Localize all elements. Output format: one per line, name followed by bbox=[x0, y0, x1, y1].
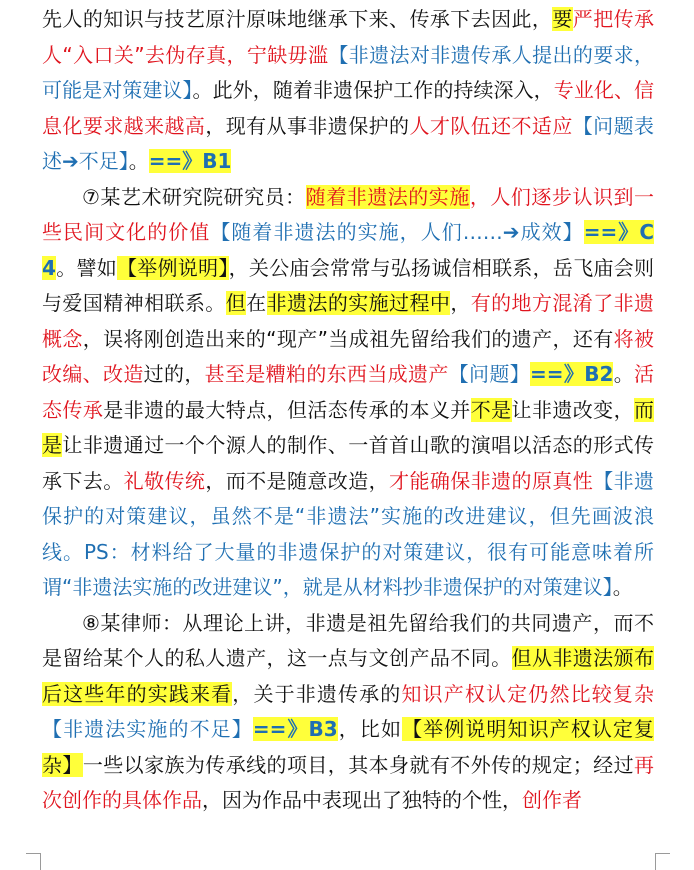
text-segment: 随着非遗法的实施 bbox=[305, 184, 470, 209]
text-segment: 非遗法的实施过程中 bbox=[266, 291, 451, 315]
text-segment: 不是 bbox=[470, 397, 512, 422]
text-segment: ，误将刚创造出来的“现产”当成祖先留给我们的遗产，还有 bbox=[82, 326, 614, 351]
text-segment: 但从非遗法颁布后这些年的实践来看 bbox=[42, 646, 655, 706]
text-segment: 创作者 bbox=[522, 788, 582, 812]
text-segment: ， bbox=[450, 291, 471, 315]
text-segment: 再次创作的具体作品 bbox=[42, 752, 655, 812]
text-segment: 。譬如 bbox=[55, 255, 117, 280]
text-segment: 但 bbox=[225, 291, 247, 315]
paragraph bbox=[42, 2, 654, 180]
text-segment: 礼敬传统 bbox=[123, 468, 206, 493]
text-segment: 严把传承人“入口关”去伪存真，宁缺毋滥 bbox=[42, 7, 655, 67]
text-segment: 活态传承 bbox=[42, 362, 655, 422]
text-segment: ==》C4 bbox=[42, 220, 655, 280]
text-segment: 专业化、信息化要求越来越高 bbox=[42, 78, 655, 138]
text-segment: 。 bbox=[612, 575, 633, 599]
text-segment: 才能确保非遗的原真性 bbox=[389, 468, 594, 493]
text-segment: 【问题】 bbox=[448, 362, 531, 386]
text-segment: 【举例说明】 bbox=[117, 255, 229, 280]
text-segment: 要 bbox=[552, 7, 573, 31]
text-segment: ，人们逐步认识到一些民间文化的价值 bbox=[42, 184, 655, 244]
text-segment: 有的地方混淆了非遗概念 bbox=[42, 291, 655, 351]
text-segment: ，现有从事非遗保护的 bbox=[205, 113, 410, 138]
text-segment: ⑧某律师：从理论上讲，非遗是祖先留给我们的共同遗产，而不是留给某个人的私人遗产，这一点与文创产品不同。 bbox=[42, 610, 654, 670]
text-segment: 【举例说明知识产权认定复杂】 bbox=[42, 717, 655, 777]
text-segment: ==》B1 bbox=[148, 149, 232, 173]
paragraph bbox=[42, 180, 654, 606]
text-segment: ⑦某艺术研究院研究员： bbox=[82, 184, 306, 209]
text-segment: 将被改编、改造 bbox=[42, 326, 655, 386]
text-segment: ，而不是随意改造， bbox=[205, 468, 390, 493]
text-segment: ，因为作品中表现出了独特的个性， bbox=[202, 788, 522, 812]
paragraph bbox=[42, 606, 654, 819]
text-segment: 。此外，随着非遗保护工作的持续深入， bbox=[192, 78, 554, 102]
text-segment: 是非遗的最大特点，但活态传承的本义并 bbox=[103, 397, 471, 422]
text-segment: 而是 bbox=[42, 397, 655, 457]
text-segment: 一些以家族为传承线的项目，其本身就有不外传的规定；经过 bbox=[82, 752, 635, 777]
text-segment: 人才队伍还不适应 bbox=[409, 113, 573, 138]
text-segment: ==》B3 bbox=[252, 717, 338, 741]
text-segment: 【非遗法对非遗传承人提出的要求，可能是对策建议】 bbox=[42, 42, 654, 102]
text-segment: 让非遗改变， bbox=[511, 397, 635, 422]
text-segment: 【问题表述➔不足】 bbox=[42, 113, 655, 173]
text-segment: 。 bbox=[613, 362, 635, 386]
text-segment: 【非遗保护的对策建议，虽然不是“非遗法”实施的改进建议，但先画波浪线。PS：材料给了大量的非遗保护的对策建议，很有可能意味着所谓“非遗法实施的改进建议”，就是从材料抄非遗保护的对策建议】 bbox=[42, 468, 655, 599]
text-segment: 先人的知识与技艺原汁原味地继承下来、传承下去因此， bbox=[42, 7, 553, 31]
text-segment: ，关于非遗传承的 bbox=[232, 681, 402, 706]
text-segment: 。 bbox=[128, 149, 149, 173]
text-segment: ，关公庙会常常与弘扬诚信相联系，岳飞庙会则与爱国精神相联系。 bbox=[42, 255, 655, 315]
text-segment: ，比如 bbox=[337, 717, 403, 741]
document-body bbox=[42, 2, 654, 819]
text-segment: 【随着非遗法的实施，人们……➔成效】 bbox=[210, 220, 584, 244]
text-segment: 在 bbox=[246, 291, 267, 315]
text-segment: 知识产权认定仍然比较复杂 bbox=[401, 681, 655, 706]
text-segment: ==》B2 bbox=[530, 362, 614, 386]
text-segment: 让非遗通过一个个源人的制作、一首首山歌的演唱以活态的形式传承下去。 bbox=[42, 433, 655, 493]
text-segment: 甚至是糟粕的东西当成遗产 bbox=[204, 362, 449, 386]
text-segment: 过的， bbox=[143, 362, 205, 386]
text-segment: 【非遗法实施的不足】 bbox=[42, 717, 253, 741]
